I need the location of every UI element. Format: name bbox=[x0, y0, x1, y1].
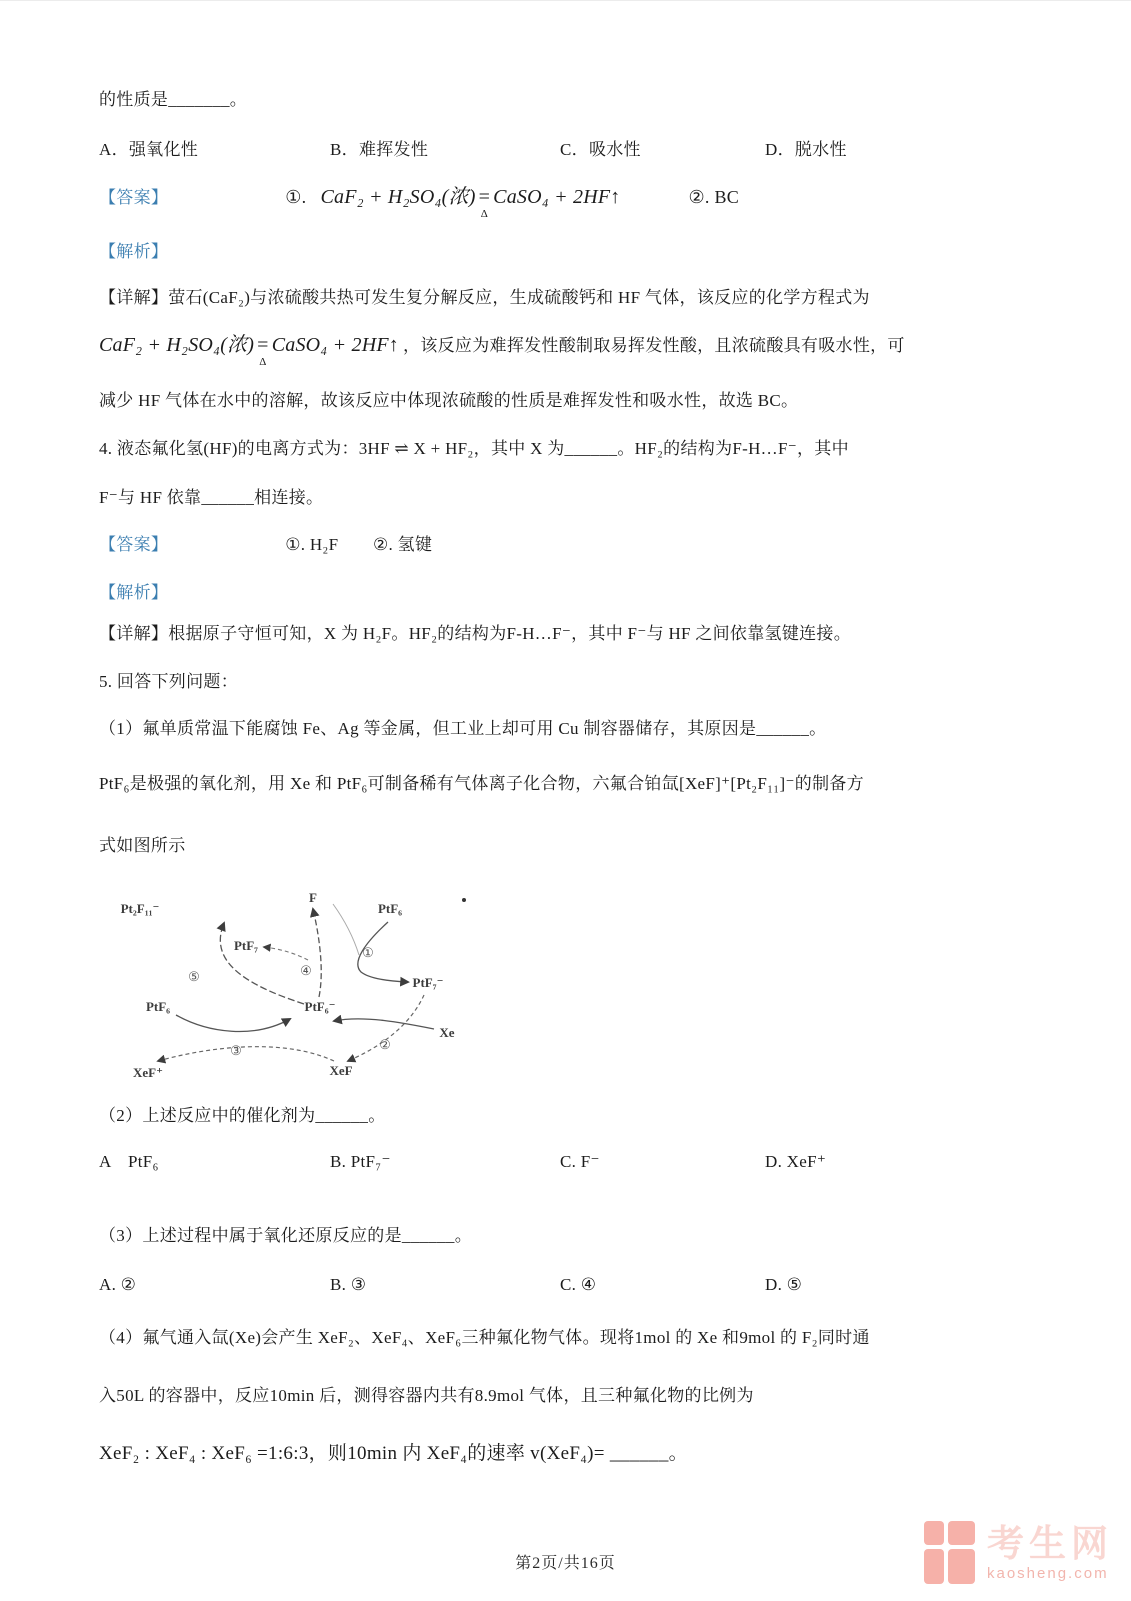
q5-part1c: 式如图所示 bbox=[99, 836, 186, 855]
delta-condition: Δ bbox=[480, 208, 489, 220]
q4-line1: 4. 液态氟化氢(HF)的电离方式为：3HF ⇌ X + HF₂，其中 X 为______。HF₂的结构为F-H…F⁻，其中 bbox=[99, 439, 849, 458]
q3-option-d: D．脱水性 bbox=[765, 140, 847, 159]
q3-detail-line2 bbox=[99, 332, 905, 367]
equation-left: CaF₂ + H₂SO₄(浓) bbox=[320, 186, 476, 208]
equation-right: CaSO₄ + 2HF↑ bbox=[271, 334, 400, 356]
q5-part2-option-c: C. F⁻ bbox=[560, 1152, 600, 1171]
answer-label: 【答案】 bbox=[99, 188, 169, 207]
q5-part2-option-b: B. PtF₇⁻ bbox=[330, 1152, 391, 1171]
q5-part4-line1: （4）氟气通入氙(Xe)会产生 XeF₂、XeF₄、XeF₆三种氟化物气体。现将1mol 的 Xe 和9mol 的 F₂同时通 bbox=[99, 1328, 870, 1347]
equation-equals-delta bbox=[479, 184, 491, 219]
q3-answer-part-2: ②. BC bbox=[688, 187, 740, 207]
arrow-step1-feed bbox=[333, 904, 359, 955]
node-f: F bbox=[309, 890, 317, 905]
node-ptf6-top: PtF₆ bbox=[377, 901, 403, 916]
chemical-equation bbox=[99, 332, 399, 367]
chemical-equation bbox=[320, 184, 620, 219]
stray-dot bbox=[462, 898, 466, 902]
q3-analysis-label: 【解析】 bbox=[99, 242, 169, 261]
q3-detail-line2-text: ，该反应为难挥发性酸制取易挥发性酸，且浓硫酸具有吸水性，可 bbox=[403, 336, 905, 355]
arrow-step5 bbox=[220, 923, 304, 1004]
q3-detail-line3: 减少 HF 气体在水中的溶解，故该反应中体现浓硫酸的性质是难挥发性和吸水性，故选 BC。 bbox=[99, 391, 799, 410]
q5-part4-line3: XeF₂ : XeF₄ : XeF₆ =1:6:3，则10min 内 XeF₄的速率 v(XeF₄)= ______。 bbox=[99, 1443, 688, 1464]
q5-part4-line2: 入50L 的容器中，反应10min 后，测得容器内共有8.9mol 气体，且三种氟化物的比例为 bbox=[99, 1386, 754, 1405]
q3-options-row bbox=[99, 139, 1031, 162]
equation-right: CaSO₄ + 2HF↑ bbox=[493, 186, 621, 208]
watermark-site-url: kaosheng.com bbox=[987, 1564, 1109, 1582]
q5-head: 5. 回答下列问题： bbox=[99, 672, 238, 691]
q3-option-c: C．吸水性 bbox=[560, 140, 641, 159]
q5-part2: （2）上述反应中的催化剂为______。 bbox=[99, 1106, 386, 1125]
equals-sign: = bbox=[478, 186, 491, 208]
kaosheng-logo-text bbox=[987, 1522, 1113, 1582]
arrow-step4 bbox=[313, 909, 321, 997]
arrow-step2 bbox=[334, 1019, 434, 1029]
q5-part3-option-d: D. ⑤ bbox=[765, 1275, 803, 1294]
q5-part3-option-c: C. ④ bbox=[560, 1275, 597, 1294]
kaosheng-watermark bbox=[924, 1521, 1113, 1584]
delta-condition: Δ bbox=[259, 356, 267, 368]
q3-option-b: B．难挥发性 bbox=[330, 140, 429, 159]
q5-part1b: PtF₆是极强的氧化剂，用 Xe 和 PtF₆可制备稀有气体离子化合物，六氟合铂氙[XeF]⁺[Pt₂F₁₁]⁻的制备方 bbox=[99, 774, 864, 793]
q4-answer-text: ①. H₂F ②. 氢键 bbox=[285, 535, 433, 554]
arrow-step3-dashed bbox=[158, 1047, 334, 1061]
kaosheng-logo-icon bbox=[924, 1521, 975, 1584]
node-pt2f11: Pt₂F₁₁⁻ bbox=[120, 901, 160, 916]
step-4-label: ④ bbox=[300, 963, 312, 978]
reaction-scheme-diagram bbox=[96, 867, 476, 1087]
node-xe: Xe bbox=[439, 1025, 455, 1040]
node-xef: XeF bbox=[329, 1063, 353, 1078]
q4-analysis-label: 【解析】 bbox=[99, 583, 169, 602]
node-ptf7: PtF₇ bbox=[233, 938, 259, 953]
node-ptf6-left: PtF₆ bbox=[145, 999, 171, 1014]
q4-detail: 【详解】根据原子守恒可知，X 为 H₂F。HF₂的结构为F-H…F⁻，其中 F⁻与 HF 之间依靠氢键连接。 bbox=[99, 624, 852, 643]
q5-part3-option-a: A. ② bbox=[99, 1275, 137, 1294]
q3-detail-line1: 【详解】萤石(CaF₂)与浓硫酸共热可发生复分解反应，生成硫酸钙和 HF 气体，该反应的化学方程式为 bbox=[99, 288, 870, 307]
q5-part1: （1）氟单质常温下能腐蚀 Fe、Ag 等金属，但工业上却可用 Cu 制容器储存，其原因是______。 bbox=[99, 719, 827, 738]
node-ptf6-minus: PtF₆⁻ bbox=[304, 999, 336, 1014]
watermark-site-name: 考生网 bbox=[987, 1522, 1113, 1564]
arrow-step4-branch bbox=[264, 947, 308, 960]
q5-part2-option-d: D. XeF⁺ bbox=[765, 1152, 827, 1171]
q3-answer-number-1: ①. bbox=[285, 187, 307, 207]
q3-answer-row bbox=[99, 184, 739, 219]
q5-part3-options-row bbox=[99, 1274, 1031, 1297]
q4-answer-row bbox=[99, 534, 432, 557]
q3-prompt-tail: 的性质是_______。 bbox=[99, 90, 248, 109]
equals-sign: = bbox=[257, 334, 269, 356]
q5-part2-option-a: A PtF₆ bbox=[99, 1152, 159, 1171]
q3-option-a: A．强氧化性 bbox=[99, 140, 199, 159]
step-2-label: ② bbox=[379, 1037, 391, 1052]
q5-part3-option-b: B. ③ bbox=[330, 1275, 367, 1294]
step-5-label: ⑤ bbox=[188, 969, 200, 984]
step-3-label: ③ bbox=[230, 1043, 242, 1058]
node-xef-plus: XeF⁺ bbox=[133, 1065, 163, 1080]
q5-part3: （3）上述过程中属于氧化还原反应的是______。 bbox=[99, 1226, 472, 1245]
node-ptf7-minus: PtF₇⁻ bbox=[412, 975, 444, 990]
step-1-label: ① bbox=[362, 945, 374, 960]
equation-left: CaF₂ + H₂SO₄(浓) bbox=[99, 334, 255, 356]
equation-equals-delta bbox=[257, 332, 269, 367]
q4-line2: F⁻与 HF 依靠______相连接。 bbox=[99, 488, 324, 507]
q5-part2-options-row bbox=[99, 1151, 1031, 1174]
answer-label: 【答案】 bbox=[99, 535, 169, 554]
arrow-step3 bbox=[176, 1015, 290, 1031]
page-number: 第2页/共16页 bbox=[515, 1555, 616, 1572]
